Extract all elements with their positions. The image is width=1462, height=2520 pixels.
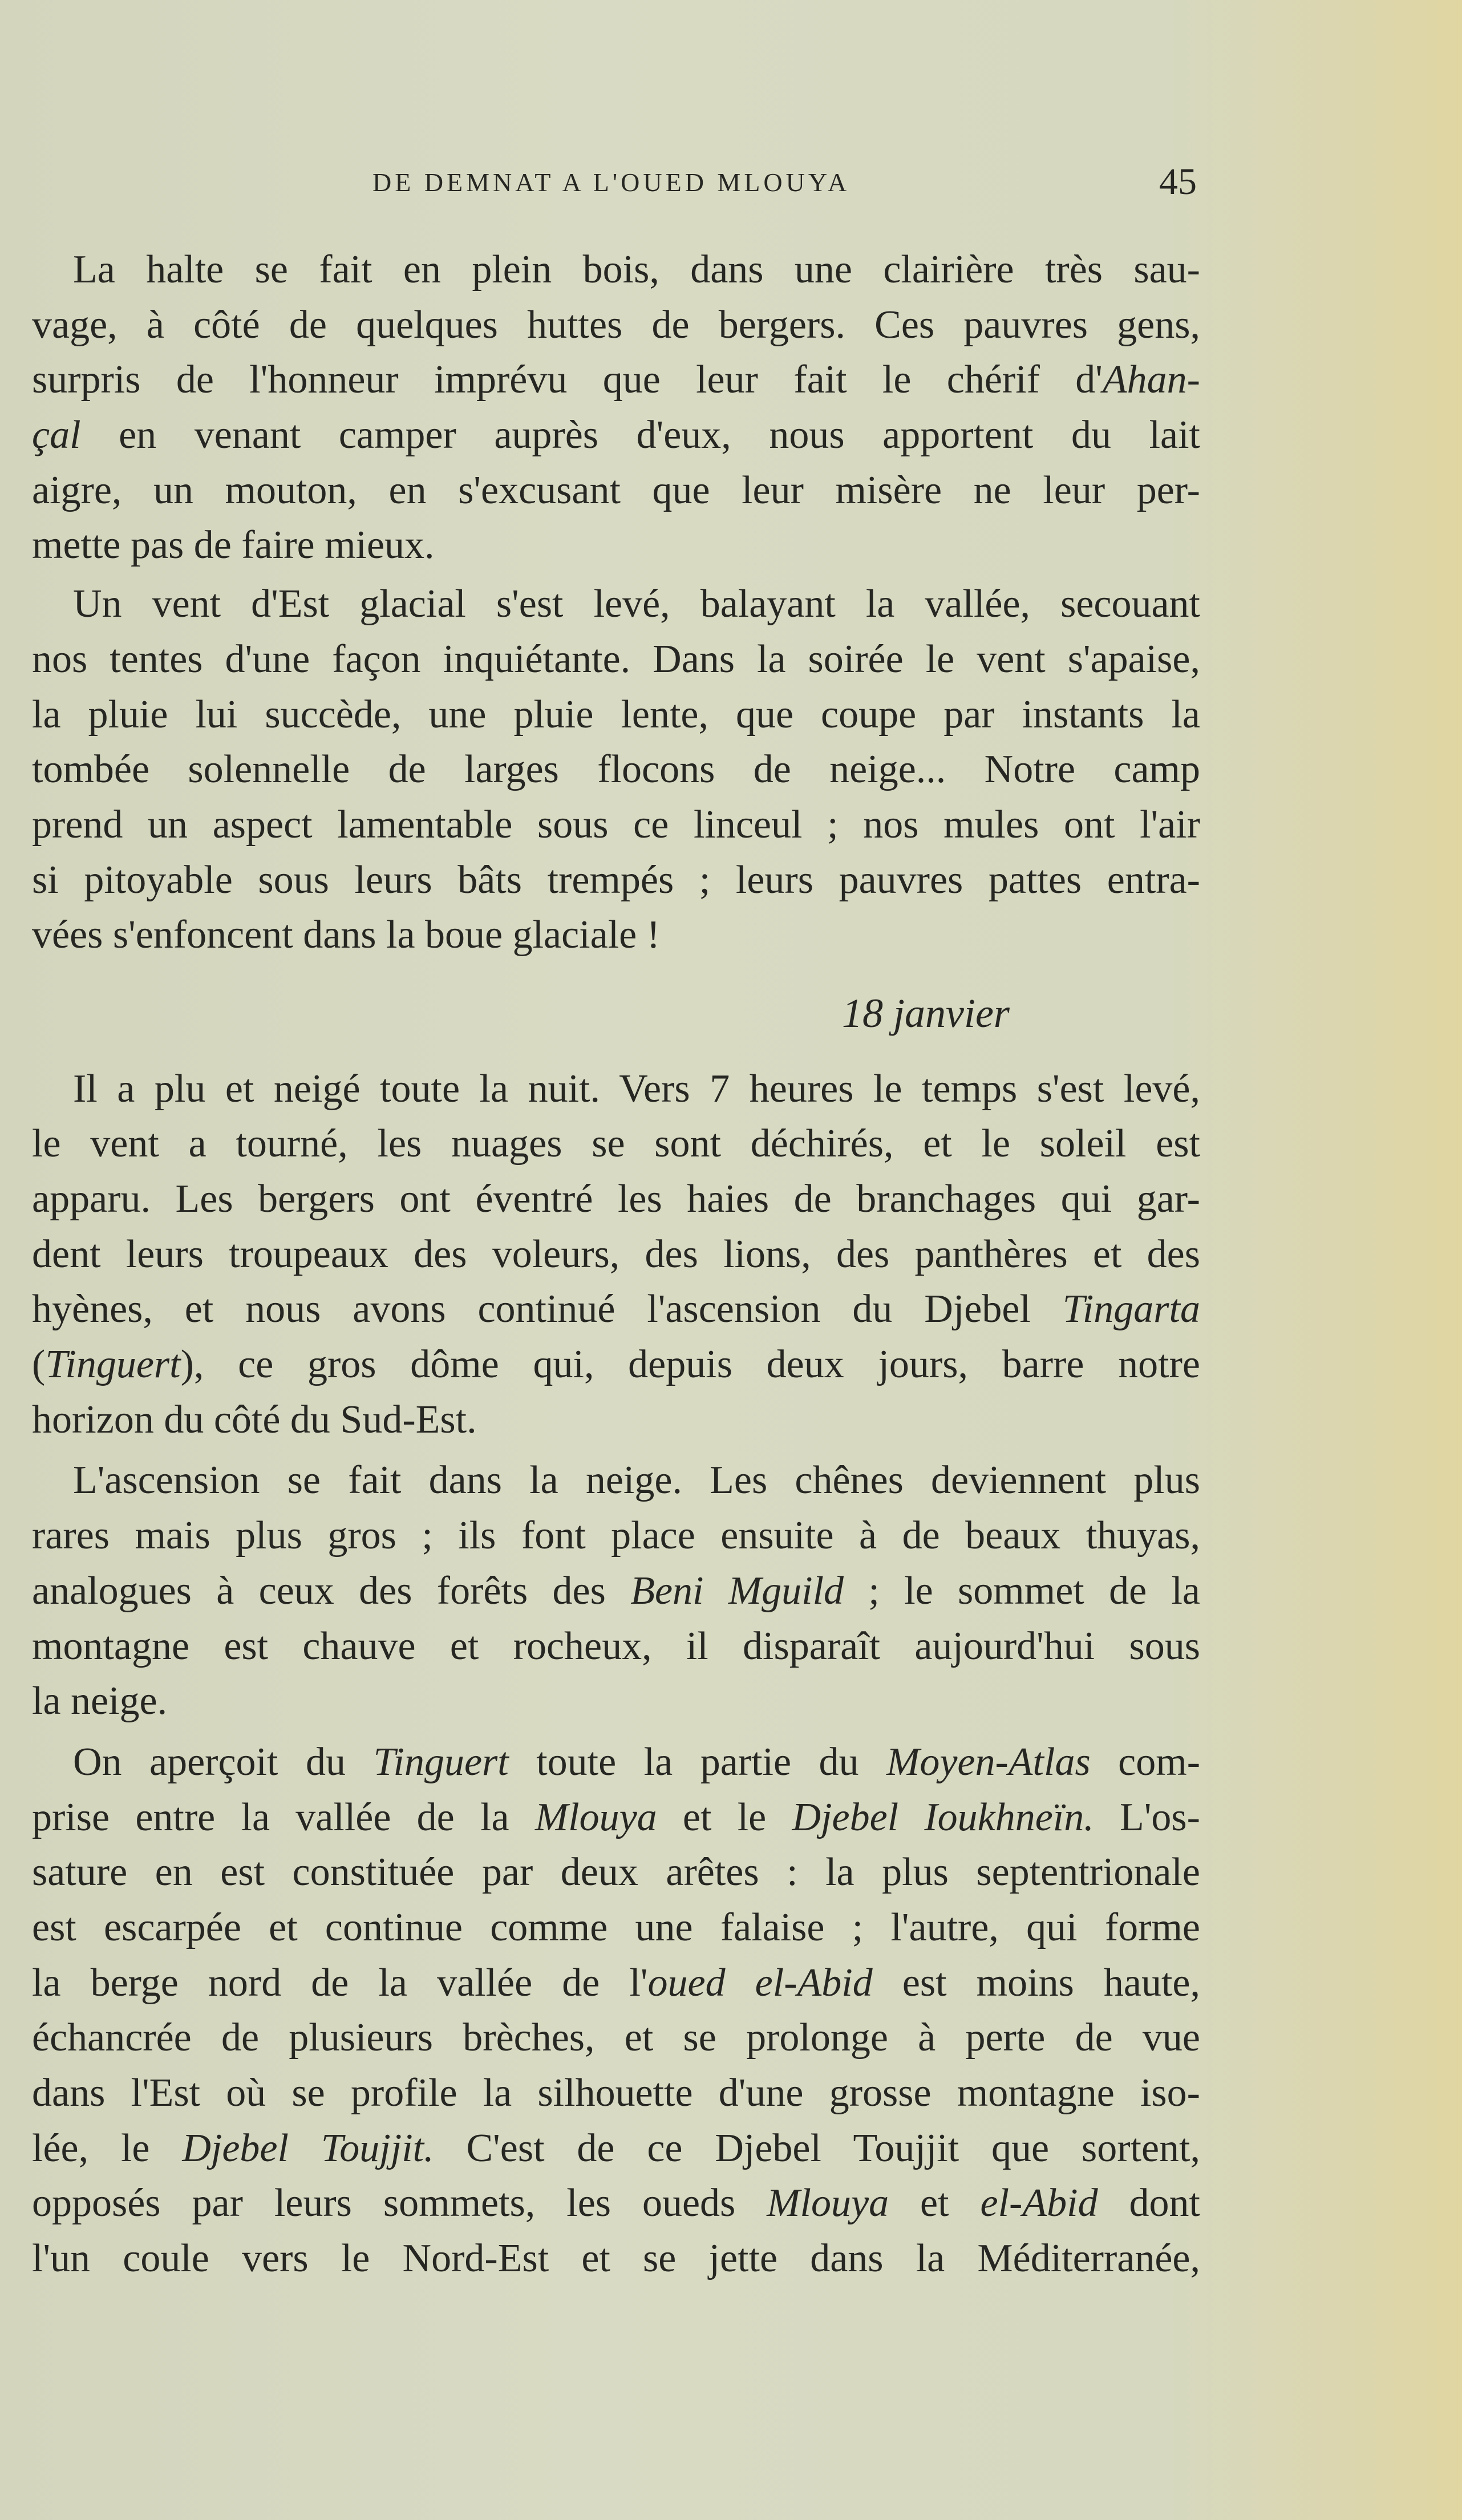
text-line	[32, 853, 1200, 908]
text-line	[32, 1735, 1200, 1790]
text-line	[32, 1282, 1200, 1337]
text-segment: dont	[1097, 2181, 1200, 2226]
text-line	[32, 1062, 1200, 1117]
text-segment: dent leurs troupeaux des voleurs, des lions, des panthères et des	[32, 1232, 1200, 1276]
text-segment: apparu. Les bergers ont éventré les haies de branchages qui gar-	[32, 1177, 1200, 1221]
text-segment: On aperçoit du	[73, 1740, 374, 1784]
page-number: 45	[1159, 161, 1197, 203]
italic-text: Moyen-Atlas	[886, 1740, 1091, 1784]
italic-text: Djebel Ioukhneïn.	[792, 1795, 1094, 1839]
text-segment: sature en est constituée par deux arêtes : la plus septentrionale	[32, 1850, 1200, 1895]
text-segment: surpris de l'honneur imprévu que leur fait le chérif d'	[32, 358, 1103, 402]
paragraph	[32, 1735, 1200, 2287]
text-segment: si pitoyable sous leurs bâts trempés ; leurs pauvres pattes entra-	[32, 857, 1200, 902]
text-segment: l'un coule vers le Nord-Est et se jette dans la Méditerranée,	[32, 2236, 1200, 2281]
italic-text: Tinguert	[45, 1342, 181, 1387]
paragraph	[32, 242, 1200, 573]
italic-text: Mlouya	[767, 2181, 889, 2226]
text-segment: ; le sommet de la	[844, 1568, 1200, 1613]
text-segment: est escarpée et continue comme une falaise ; l'autre, qui forme	[32, 1905, 1200, 1949]
text-segment: C'est de ce Djebel Toujjit que sortent,	[434, 2126, 1200, 2170]
text-line	[32, 2231, 1200, 2287]
running-header	[32, 163, 1200, 203]
text-line	[32, 742, 1200, 798]
text-line	[32, 2121, 1200, 2177]
italic-text: el-Abid	[980, 2181, 1098, 2226]
text-segment: en venant camper auprès d'eux, nous apportent du lait	[80, 413, 1200, 458]
text-line	[32, 2011, 1200, 2066]
text-line	[32, 518, 1200, 573]
text-segment: ), ce gros dôme qui, depuis deux jours, barre notre	[180, 1342, 1200, 1387]
paragraph	[32, 1062, 1200, 1448]
text-segment: montagne est chauve et rocheux, il disparaît aujourd'hui sous	[32, 1624, 1200, 1668]
text-line	[32, 2176, 1200, 2231]
text-line	[32, 463, 1200, 519]
text-segment: vées s'enfoncent dans la boue glaciale !	[32, 913, 661, 957]
text-line	[32, 1117, 1200, 1172]
text-segment: com-	[1090, 1740, 1200, 1784]
paragraph	[32, 1453, 1200, 1729]
text-line	[32, 632, 1200, 687]
text-segment: Un vent d'Est glacial s'est levé, balayant la vallée, secouant	[73, 582, 1200, 626]
italic-text: Beni Mguild	[630, 1568, 844, 1613]
text-segment: vage, à côté de quelques huttes de bergers. Ces pauvres gens,	[32, 302, 1200, 347]
text-segment: tombée solennelle de larges flocons de neige... Notre camp	[32, 747, 1200, 792]
text-segment: horizon du côté du Sud-Est.	[32, 1397, 477, 1442]
text-line	[32, 908, 1200, 963]
text-line	[32, 353, 1200, 408]
text-line	[32, 242, 1200, 298]
text-line	[32, 1790, 1200, 1846]
date-heading: 18 janvier	[842, 990, 1010, 1036]
text-segment: L'ascension se fait dans la neige. Les chênes deviennent plus	[73, 1458, 1200, 1503]
text-segment: prend un aspect lamentable sous ce linceul ; nos mules ont l'air	[32, 802, 1200, 847]
text-segment: La halte se fait en plein bois, dans une clairière très sau-	[73, 248, 1200, 292]
text-line	[32, 1393, 1200, 1448]
italic-text: oued el-Abid	[647, 1960, 873, 2005]
page-body	[32, 242, 1200, 2287]
text-segment: la neige.	[32, 1679, 168, 1724]
text-segment: le vent a tourné, les nuages se sont déchirés, et le soleil est	[32, 1122, 1200, 1166]
text-segment: hyènes, et nous avons continué l'ascension du Djebel	[32, 1287, 1063, 1332]
text-segment: et le	[657, 1795, 792, 1839]
text-segment: analogues à ceux des forêts des	[32, 1568, 631, 1613]
text-segment: opposés par leurs sommets, les oueds	[32, 2181, 767, 2226]
text-line	[32, 1508, 1200, 1564]
text-line	[32, 798, 1200, 853]
text-line	[32, 1900, 1200, 1956]
text-line	[32, 298, 1200, 353]
text-segment: et	[889, 2181, 981, 2226]
text-segment: Il a plu et neigé toute la nuit. Vers 7 heures le temps s'est levé,	[73, 1066, 1200, 1111]
text-segment: nos tentes d'une façon inquiétante. Dans la soirée le vent s'apaise,	[32, 637, 1200, 681]
text-segment: aigre, un mouton, en s'excusant que leur misère ne leur per-	[32, 468, 1200, 512]
text-line	[32, 577, 1200, 632]
text-line	[32, 2066, 1200, 2121]
text-line	[32, 408, 1200, 463]
paragraph	[32, 577, 1200, 963]
text-line	[32, 687, 1200, 743]
text-line	[32, 1674, 1200, 1729]
running-title: DE DEMNAT A L'OUED MLOUYA	[372, 168, 851, 197]
text-segment: L'os-	[1094, 1795, 1200, 1839]
text-line	[32, 1564, 1200, 1619]
italic-text: Djebel Toujjit.	[182, 2126, 434, 2170]
text-segment: la pluie lui succède, une pluie lente, que coupe par instants la	[32, 692, 1200, 737]
text-segment: toute la partie du	[508, 1740, 887, 1784]
text-segment: la berge nord de la vallée de l'	[32, 1960, 648, 2005]
text-segment: est moins haute,	[872, 1960, 1200, 2005]
text-line	[32, 1845, 1200, 1900]
italic-text: Tingarta	[1062, 1287, 1200, 1332]
text-line	[32, 1172, 1200, 1227]
text-line	[32, 1337, 1200, 1393]
text-segment: rares mais plus gros ; ils font place ensuite à de beaux thuyas,	[32, 1514, 1200, 1558]
text-line	[32, 1956, 1200, 2011]
text-segment: dans l'Est où se profile la silhouette d'une grosse montagne iso-	[32, 2071, 1200, 2115]
text-line	[32, 1453, 1200, 1508]
text-segment: lée, le	[32, 2126, 183, 2170]
text-segment: mette pas de faire mieux.	[32, 523, 435, 568]
text-segment: prise entre la vallée de la	[32, 1795, 535, 1839]
text-line	[32, 1227, 1200, 1283]
italic-text: Tinguert	[373, 1740, 509, 1784]
text-segment: (	[32, 1342, 46, 1387]
italic-text: Mlouya	[534, 1795, 657, 1839]
text-segment: échancrée de plusieurs brèches, et se prolonge à perte de vue	[32, 2016, 1200, 2060]
text-line	[32, 1619, 1200, 1674]
italic-text: Ahan-	[1102, 358, 1200, 402]
italic-text: çal	[32, 413, 81, 458]
